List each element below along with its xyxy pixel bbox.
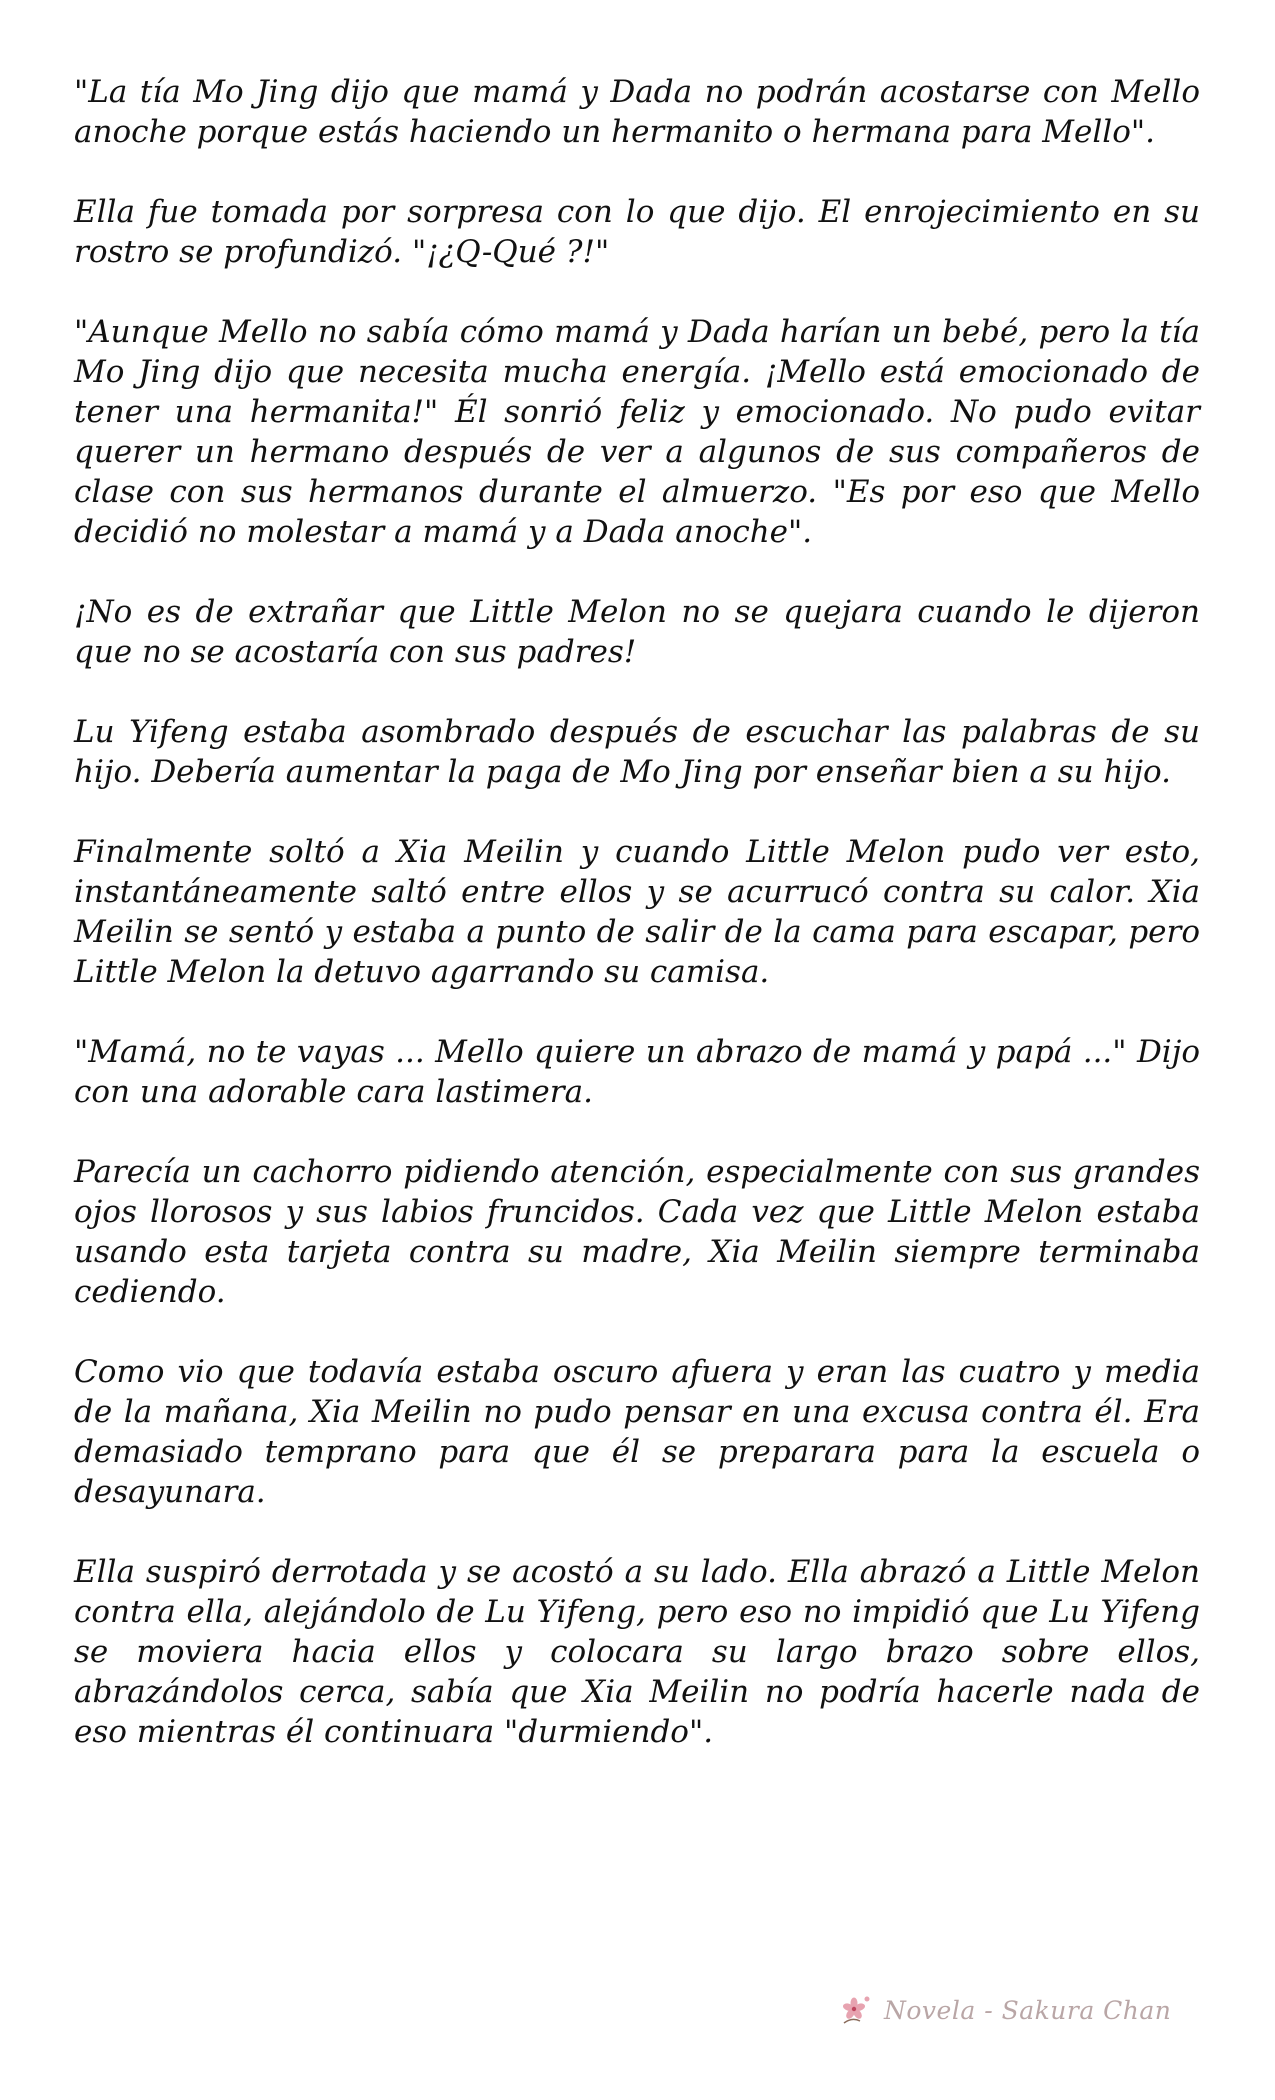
paragraph-8: Parecía un cachorro pidiendo atención, especialmente con sus grandes ojos llorosos y sus labios fruncidos. Cada vez que Little Melon estaba usando esta tarjeta contra su madre, Xia Meilin siempre terminaba cediendo. [74, 1154, 1200, 1310]
document-body [74, 72, 1200, 1792]
paragraph-10: Ella suspiró derrotada y se acostó a su lado. Ella abrazó a Little Melon contra ella, alejándolo de Lu Yifeng, pero eso no impidió que Lu Yifeng se moviera hacia ellos y colocara su largo brazo sobre ellos, abrazándolos cerca, sabía que Xia Meilin no podría hacerle nada de eso mientras él continuara "durmiendo". [74, 1554, 1200, 1750]
paragraph-9: Como vio que todavía estaba oscuro afuera y eran las cuatro y media de la mañana, Xia Meilin no pudo pensar en una excusa contra él. Era demasiado temprano para que él se preparara para la escuela o desayunara. [74, 1354, 1200, 1510]
paragraph-5: Lu Yifeng estaba asombrado después de escuchar las palabras de su hijo. Debería aumentar la paga de Mo Jing por enseñar bien a su hijo. [74, 714, 1200, 790]
paragraph-7: "Mamá, no te vayas ... Mello quiere un abrazo de mamá y papá ..." Dijo con una adorable cara lastimera. [74, 1034, 1200, 1110]
paragraph-2: Ella fue tomada por sorpresa con lo que dijo. El enrojecimiento en su rostro se profundizó. "¡¿Q-Qué ?!" [74, 194, 1200, 270]
sakura-flower-icon [840, 1993, 874, 2027]
paragraph-6: Finalmente soltó a Xia Meilin y cuando Little Melon pudo ver esto, instantáneamente saltó entre ellos y se acurrucó contra su calor. Xia Meilin se sentó y estaba a punto de salir de la cama para escapar, pero Little Melon la detuvo agarrando su camisa. [74, 834, 1200, 990]
paragraph-4: ¡No es de extrañar que Little Melon no se quejara cuando le dijeron que no se acostaría con sus padres! [74, 594, 1200, 670]
watermark-text: Novela - Sakura Chan [884, 1995, 1172, 2025]
paragraph-1: "La tía Mo Jing dijo que mamá y Dada no podrán acostarse con Mello anoche porque estás haciendo un hermanito o hermana para Mello". [74, 74, 1200, 150]
paragraph-3: "Aunque Mello no sabía cómo mamá y Dada harían un bebé, pero la tía Mo Jing dijo que necesita mucha energía. ¡Mello está emocionado de tener una hermanita!" Él sonrió feliz y emocionado. No pudo evitar querer un hermano después de ver a algunos de sus compañeros de clase con sus hermanos durante el almuerzo. "Es por eso que Mello decidió no molestar a mamá y a Dada anoche". [74, 314, 1200, 550]
watermark [840, 1990, 1171, 2030]
